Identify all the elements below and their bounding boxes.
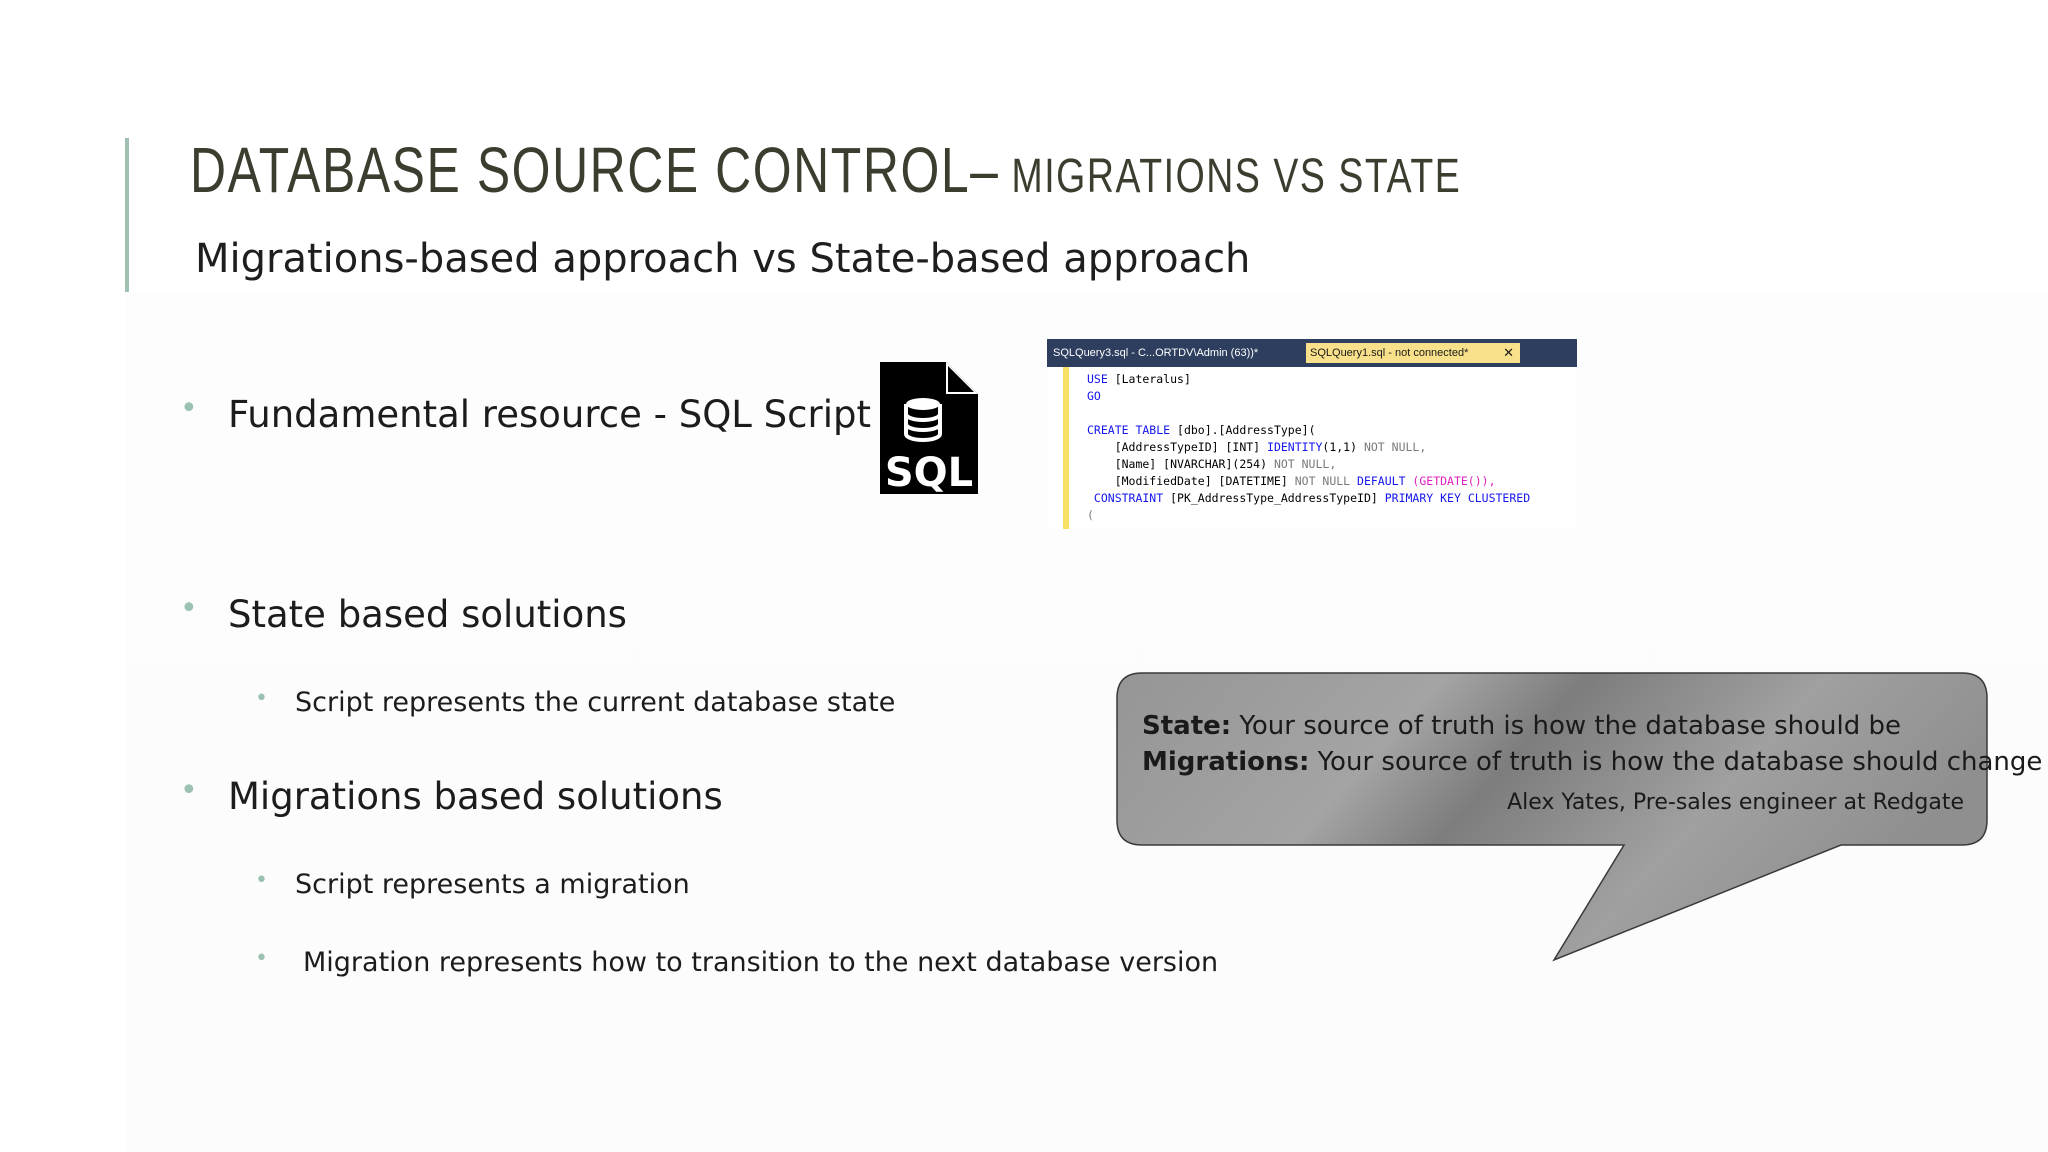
code-editor-screenshot [1047, 339, 1577, 529]
editor-tab-query1-label: SQLQuery1.sql - not connected* [1310, 347, 1469, 359]
code-line: USE [Lateralus] [1087, 372, 1191, 386]
quote-callout [1116, 672, 2043, 972]
editor-change-gutter [1063, 367, 1069, 529]
code-lines [1087, 371, 1530, 524]
bullet-dot-icon: • [180, 591, 198, 626]
callout-state-line [1142, 708, 2042, 744]
code-line: CREATE TABLE [dbo].[AddressType]( [1087, 423, 1316, 437]
bullet-dot-icon: • [255, 686, 268, 711]
bullet-fundamental-text: Fundamental resource - SQL Script [228, 393, 872, 436]
bullet-migrations-sub2 [255, 946, 1219, 978]
bullet-state-text: State based solutions [228, 593, 627, 636]
callout-migrations-text: Your source of truth is how the database should change [1309, 747, 2043, 777]
sql-icon-label: SQL [884, 450, 974, 496]
bullet-state-sub [255, 686, 896, 718]
bullet-migrations [180, 773, 723, 818]
callout-state-label: State: [1142, 711, 1232, 741]
code-line: [AddressTypeID] [INT] IDENTITY(1,1) NOT NULL, [1087, 440, 1427, 454]
editor-tab-bar [1047, 339, 1577, 367]
callout-quote [1142, 708, 2042, 780]
code-line: GO [1087, 389, 1101, 403]
title-accent-bar [125, 138, 129, 292]
bullet-dot-icon: • [180, 773, 198, 808]
editor-tab-query1[interactable] [1306, 343, 1520, 363]
callout-migrations-line [1142, 744, 2042, 780]
code-line: [ModifiedDate] [DATETIME] NOT NULL DEFAULT (GETDATE()), [1087, 474, 1496, 488]
callout-attribution: Alex Yates, Pre-sales engineer at Redgate [1507, 790, 1964, 815]
bullet-migrations-sub2-text: Migration represents how to transition to the next database version [303, 947, 1219, 978]
code-line: ( [1087, 508, 1094, 522]
bullet-dot-icon: • [180, 391, 198, 426]
title-main: DATABASE SOURCE CONTROL– [190, 134, 1000, 206]
bullet-migrations-sub1 [255, 868, 690, 900]
bullet-state-sub-text: Script represents the current database state [295, 687, 896, 718]
callout-state-text: Your source of truth is how the database should be [1231, 711, 1902, 741]
bullet-state [180, 591, 627, 636]
bullet-dot-icon: • [255, 868, 268, 893]
bullet-dot-icon: • [255, 946, 268, 971]
sql-file-icon [876, 358, 982, 498]
slide-subtitle: Migrations-based approach vs State-based approach [195, 236, 1251, 282]
bullet-migrations-sub1-text: Script represents a migration [295, 869, 690, 900]
close-icon[interactable]: ✕ [1503, 345, 1514, 360]
slide-title [190, 134, 1462, 206]
bullet-fundamental [180, 391, 872, 436]
callout-migrations-label: Migrations: [1142, 747, 1310, 777]
code-line: CONSTRAINT [PK_AddressType_AddressTypeID] PRIMARY KEY CLUSTERED [1087, 491, 1531, 505]
bullet-migrations-text: Migrations based solutions [228, 775, 723, 818]
title-sub: MIGRATIONS VS STATE [999, 150, 1462, 203]
code-line [1087, 405, 1530, 422]
code-line: [Name] [NVARCHAR](254) NOT NULL, [1087, 457, 1337, 471]
editor-tab-query3[interactable]: SQLQuery3.sql - C...ORTDV\Admin (63))* [1053, 347, 1259, 359]
